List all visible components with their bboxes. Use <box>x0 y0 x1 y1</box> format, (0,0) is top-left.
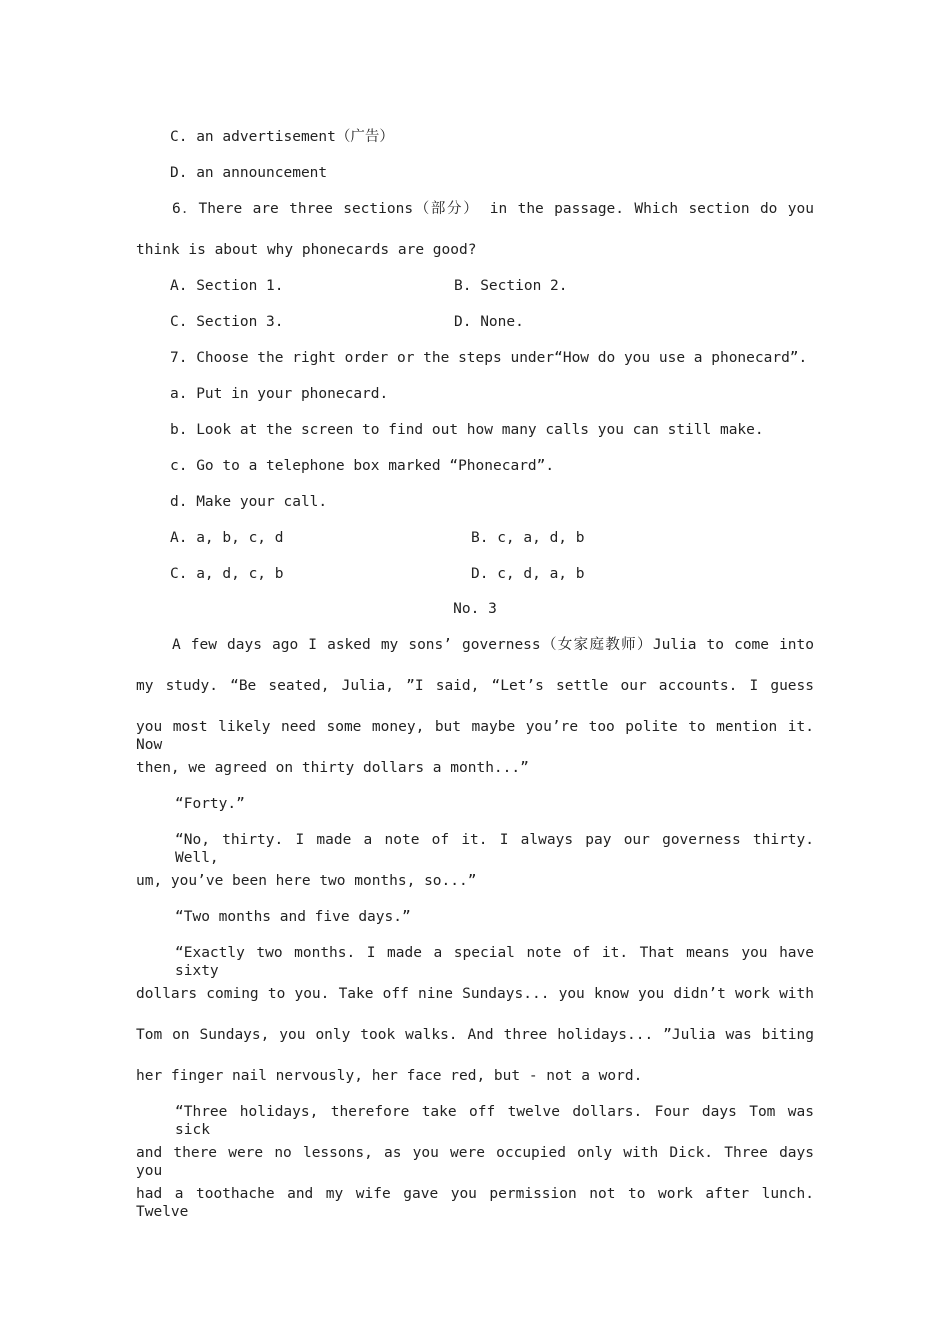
passage-line: had a toothache and my wife gave you permission not to work after lunch. Twelve <box>136 1186 814 1220</box>
passage-line: um, you’ve been here two months, so...” <box>136 873 477 889</box>
q7-step-b: b. Look at the screen to find out how many calls you can still make. <box>170 422 764 438</box>
q7-option-d: D. c, d, a, b <box>471 566 585 582</box>
q7-option-b: B. c, a, d, b <box>471 530 585 546</box>
passage-line: dollars coming to you. Take off nine Sundays... you know you didn’t work with <box>136 986 814 1002</box>
q6-option-d: D. None. <box>454 314 524 330</box>
q6-stem-line1: 6．There are three sections（部分） in the passage. Which section do you <box>172 201 814 217</box>
passage-line: and there were no lessons, as you were occupied only with Dick. Three days you <box>136 1145 814 1179</box>
q6-stem-line2: think is about why phonecards are good? <box>136 242 477 258</box>
q7-option-c: C. a, d, c, b <box>170 566 284 582</box>
passage-line: “Forty.” <box>175 796 245 812</box>
q7-option-a: A. a, b, c, d <box>170 530 284 546</box>
q7-step-c: c. Go to a telephone box marked “Phonecard”. <box>170 458 555 474</box>
passage-line: you most likely need some money, but maybe you’re too polite to mention it. Now <box>136 719 814 753</box>
passage-line: her finger nail nervously, her face red, but - not a word. <box>136 1068 643 1084</box>
passage-heading: No. 3 <box>453 601 497 617</box>
q6-option-a: A. Section 1. <box>170 278 284 294</box>
q5-option-c: C. an advertisement（广告） <box>170 129 394 145</box>
passage-line: then, we agreed on thirty dollars a month...” <box>136 760 529 776</box>
passage-line: Tom on Sundays, you only took walks. And three holidays... ”Julia was biting <box>136 1027 814 1043</box>
passage-line: my study. “Be seated, Julia, ”I said, “Let’s settle our accounts. I guess <box>136 678 814 694</box>
q7-step-d: d. Make your call. <box>170 494 328 510</box>
q6-option-c: C. Section 3. <box>170 314 284 330</box>
passage-line: “Exactly two months. I made a special note of it. That means you have sixty <box>175 945 814 979</box>
q7-stem: 7. Choose the right order or the steps under“How do you use a phonecard”. <box>170 350 808 366</box>
q5-option-d: D. an announcement <box>170 165 328 181</box>
passage-line: A few days ago I asked my sons’ governess（女家庭教师）Julia to come into <box>172 637 814 653</box>
passage-line: “Two months and five days.” <box>175 909 411 925</box>
q7-step-a: a. Put in your phonecard. <box>170 386 389 402</box>
q6-option-b: B. Section 2. <box>454 278 568 294</box>
passage-line: “No, thirty. I made a note of it. I always pay our governess thirty. Well, <box>175 832 814 866</box>
passage-line: “Three holidays, therefore take off twelve dollars. Four days Tom was sick <box>175 1104 814 1138</box>
